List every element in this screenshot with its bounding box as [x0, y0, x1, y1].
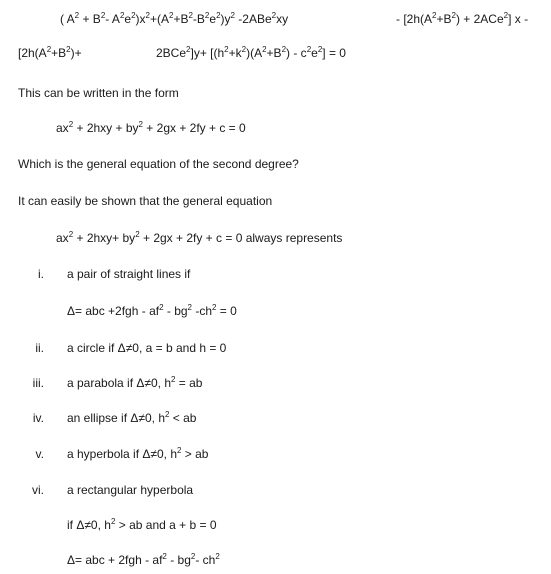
equation-line-2-left: [$2h(A^2+B^2)+$ — [18, 45, 82, 60]
list-item-number: iv. — [32, 411, 44, 425]
delta-equation-final: Δ= abc + $2fgh - af^2 - bg^2-$ $ch^2$ — [67, 552, 220, 567]
list-item-text: a hyperbola if Δ≠0, $h^2$ > ab — [67, 446, 209, 461]
list-item-text: a parabola if Δ≠0, $h^2$ = ab — [67, 375, 203, 390]
paragraph-easily-shown: It can easily be shown that the general equation — [18, 194, 273, 208]
equation-line-1-left: ( $A^2 + B^2-$ $A^2e^2)x^2+(A^2+B^2-B^2e^2)y^2$ -2ABe$^2$xy — [60, 11, 289, 26]
list-item-number: i. — [38, 267, 44, 281]
list-item-number: ii. — [35, 341, 44, 355]
delta-equation-straight-lines: Δ= abc $+2fgh - af^2 - bg^2$ $-ch^2 = 0$ — [67, 303, 237, 318]
equation-line-2-mid: $2BCe^2]y+ [(h^2+k^2)(A^2+B^2) - c^2e^2] = 0$ — [156, 45, 346, 60]
paragraph-second-degree: Which is the general equation of the second degree? — [18, 157, 299, 171]
list-item-text: a circle if Δ≠0, a = b and h = 0 — [67, 341, 227, 355]
equation-line-1-right: - $[2h(A^2+B^2) + 2ACe^2]$ x - — [396, 11, 529, 26]
list-item-number: vi. — [32, 483, 44, 497]
list-item-number: iii. — [32, 376, 44, 390]
list-item-text: a rectangular hyperbola — [67, 483, 194, 497]
list-item-number: v. — [35, 447, 44, 461]
list-item-text: an ellipse if Δ≠0, $h^2$ < ab — [67, 410, 197, 425]
general-equation: $ax^2 + 2hxy + by^2 + 2gx + 2fy + c = 0$ — [56, 120, 246, 135]
list-item-text: a pair of straight lines if — [67, 267, 191, 281]
always-represents-equation: $ax^2 + 2hxy+ by^2 + 2gx + 2fy + c = 0$ always represents — [56, 230, 343, 245]
rectangular-hyperbola-condition: if Δ≠0, $h^2$ > ab and a + b = 0 — [67, 517, 217, 532]
paragraph-written-form: This can be written in the form — [18, 86, 179, 100]
